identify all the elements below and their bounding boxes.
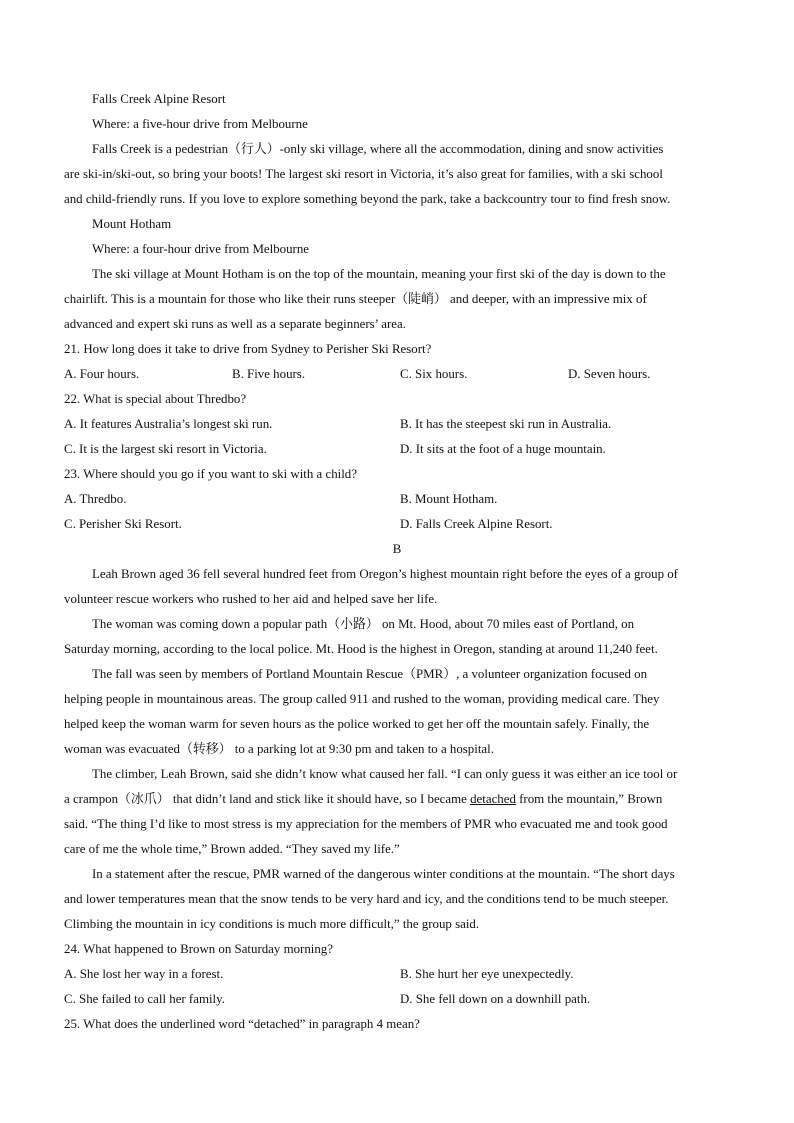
question-21-stem: 21. How long does it take to drive from Sydney to Perisher Ski Resort?	[64, 342, 432, 356]
resort-location-falls-creek: Where: a five-hour drive from Melbourne	[92, 117, 308, 131]
question-23-stem: 23. Where should you go if you want to ski with a child?	[64, 467, 357, 481]
question-22-option-c: C. It is the largest ski resort in Victoria.	[64, 442, 267, 456]
passage-line: The fall was seen by members of Portland Mountain Rescue（PMR）, a volunteer organization focused on	[92, 667, 648, 681]
question-21-option-b: B. Five hours.	[232, 367, 306, 381]
question-21-option-d: D. Seven hours.	[568, 367, 651, 381]
passage-line: The woman was coming down a popular path（小路） on Mt. Hood, about 70 miles east of Portland, on	[92, 617, 635, 631]
question-25-stem: 25. What does the underlined word “detached” in paragraph 4 mean?	[64, 1017, 420, 1031]
question-23-option-a: A. Thredbo.	[64, 492, 127, 506]
section-b-heading: B	[392, 542, 402, 556]
passage-line: Climbing the mountain in icy conditions is much more difficult,” the group said.	[64, 917, 480, 931]
question-22-stem: 22. What is special about Thredbo?	[64, 392, 247, 406]
resort-desc-line: are ski-in/ski-out, so bring your boots! The largest ski resort in Victoria, it’s also great for families, with a ski school	[64, 167, 663, 181]
resort-title-falls-creek: Falls Creek Alpine Resort	[92, 92, 226, 106]
passage-line: woman was evacuated（转移） to a parking lot at 9:30 pm and taken to a hospital.	[64, 742, 494, 756]
passage-text: a crampon（冰爪） that didn’t land and stick like it should have, so I became	[64, 792, 471, 806]
resort-desc-line: and child-friendly runs. If you love to explore something beyond the park, take a backcountry tour to find fresh snow.	[64, 192, 671, 206]
question-24-option-d: D. She fell down on a downhill path.	[400, 992, 591, 1006]
passage-line: said. “The thing I’d like to most stress is my appreciation for the members of PMR who evacuated me and took good	[64, 817, 668, 831]
resort-desc-line: chairlift. This is a mountain for those who like their runs steeper（陡峭） and deeper, with an impressive mix of	[64, 292, 647, 306]
question-22-option-a: A. It features Australia’s longest ski run.	[64, 417, 273, 431]
resort-title-mount-hotham: Mount Hotham	[92, 217, 172, 231]
passage-line: In a statement after the rescue, PMR warned of the dangerous winter conditions at the mountain. “The short days	[92, 867, 675, 881]
passage-line: Leah Brown aged 36 fell several hundred feet from Oregon’s highest mountain right before the eyes of a group of	[92, 567, 678, 581]
question-24-option-a: A. She lost her way in a forest.	[64, 967, 224, 981]
resort-desc-line: Falls Creek is a pedestrian（行人）-only ski village, where all the accommodation, dining and snow activities	[92, 142, 664, 156]
question-22-option-d: D. It sits at the foot of a huge mountain.	[400, 442, 606, 456]
passage-line: The climber, Leah Brown, said she didn’t know what caused her fall. “I can only guess it was either an ice tool or	[92, 767, 678, 781]
question-23-option-d: D. Falls Creek Alpine Resort.	[400, 517, 553, 531]
question-23-option-b: B. Mount Hotham.	[400, 492, 498, 506]
question-21-option-c: C. Six hours.	[400, 367, 468, 381]
passage-line	[64, 791, 730, 807]
passage-line: Saturday morning, according to the local police. Mt. Hood is the highest in Oregon, standing at around 11,240 feet.	[64, 642, 658, 656]
question-24-stem: 24. What happened to Brown on Saturday morning?	[64, 942, 333, 956]
question-21-option-a: A. Four hours.	[64, 367, 140, 381]
passage-line: volunteer rescue workers who rushed to her aid and helped save her life.	[64, 592, 438, 606]
question-24-option-b: B. She hurt her eye unexpectedly.	[400, 967, 574, 981]
question-23-option-c: C. Perisher Ski Resort.	[64, 517, 182, 531]
resort-location-mount-hotham: Where: a four-hour drive from Melbourne	[92, 242, 310, 256]
resort-desc-line: The ski village at Mount Hotham is on the top of the mountain, meaning your first ski of the day is down to the	[92, 267, 666, 281]
passage-text: from the mountain,” Brown	[515, 792, 663, 806]
passage-line: helping people in mountainous areas. The group called 911 and rushed to the woman, providing medical care. They	[64, 692, 660, 706]
passage-line: helped keep the woman warm for seven hours as the police worked to get her off the mountain safely. Finally, the	[64, 717, 650, 731]
question-22-option-b: B. It has the steepest ski run in Australia.	[400, 417, 612, 431]
question-24-option-c: C. She failed to call her family.	[64, 992, 225, 1006]
resort-desc-line: advanced and expert ski runs as well as a separate beginners’ area.	[64, 317, 406, 331]
passage-line: and lower temperatures mean that the snow tends to be very hard and icy, and the conditions tend to be much steeper.	[64, 892, 669, 906]
underlined-word-detached: detached	[470, 792, 516, 806]
passage-line: care of me the whole time,” Brown added. “They saved my life.”	[64, 842, 400, 856]
